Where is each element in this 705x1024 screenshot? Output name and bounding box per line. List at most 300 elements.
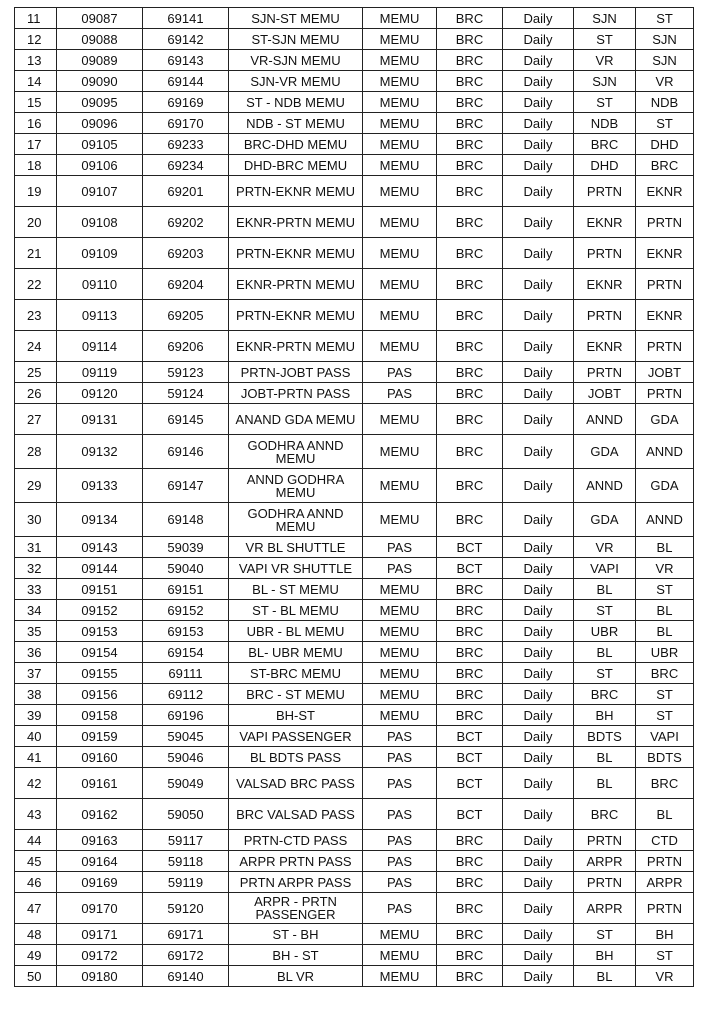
- train-type-cell: PAS: [363, 726, 437, 747]
- old-train-no-cell: 69233: [143, 134, 229, 155]
- from-station-cell: PRTN: [574, 362, 636, 383]
- train-type-cell: MEMU: [363, 924, 437, 945]
- frequency-cell: Daily: [503, 684, 574, 705]
- train-type-cell: MEMU: [363, 705, 437, 726]
- from-station-cell: BH: [574, 705, 636, 726]
- division-cell: BRC: [437, 705, 503, 726]
- sr-no-cell: 37: [15, 663, 57, 684]
- table-row: [15, 537, 694, 558]
- train-type-cell: PAS: [363, 558, 437, 579]
- old-train-no-cell: 69206: [143, 331, 229, 362]
- new-train-no-cell: 09162: [57, 799, 143, 830]
- train-name-cell: EKNR-PRTN MEMU: [229, 207, 363, 238]
- to-station-cell: PRTN: [636, 207, 694, 238]
- from-station-cell: BL: [574, 747, 636, 768]
- sr-no-cell: 50: [15, 966, 57, 987]
- frequency-cell: Daily: [503, 872, 574, 893]
- train-type-cell: MEMU: [363, 238, 437, 269]
- sr-no-cell: 13: [15, 50, 57, 71]
- old-train-no-cell: 69153: [143, 621, 229, 642]
- division-cell: BRC: [437, 383, 503, 404]
- new-train-no-cell: 09153: [57, 621, 143, 642]
- new-train-no-cell: 09113: [57, 300, 143, 331]
- table-row: [15, 71, 694, 92]
- to-station-cell: VR: [636, 966, 694, 987]
- train-type-cell: PAS: [363, 383, 437, 404]
- frequency-cell: Daily: [503, 176, 574, 207]
- from-station-cell: EKNR: [574, 331, 636, 362]
- old-train-no-cell: 69203: [143, 238, 229, 269]
- train-type-cell: MEMU: [363, 269, 437, 300]
- frequency-cell: Daily: [503, 50, 574, 71]
- table-row: [15, 29, 694, 50]
- old-train-no-cell: 69152: [143, 600, 229, 621]
- train-name-cell: JOBT-PRTN PASS: [229, 383, 363, 404]
- from-station-cell: ST: [574, 92, 636, 113]
- from-station-cell: ST: [574, 663, 636, 684]
- frequency-cell: Daily: [503, 924, 574, 945]
- division-cell: BCT: [437, 768, 503, 799]
- to-station-cell: VR: [636, 558, 694, 579]
- table-row: [15, 966, 694, 987]
- from-station-cell: SJN: [574, 8, 636, 29]
- sr-no-cell: 24: [15, 331, 57, 362]
- table-row: [15, 362, 694, 383]
- train-name-cell: UBR - BL MEMU: [229, 621, 363, 642]
- from-station-cell: BRC: [574, 134, 636, 155]
- from-station-cell: BRC: [574, 684, 636, 705]
- division-cell: BRC: [437, 92, 503, 113]
- sr-no-cell: 23: [15, 300, 57, 331]
- table-row: [15, 207, 694, 238]
- to-station-cell: BL: [636, 799, 694, 830]
- train-name-cell: ST - NDB MEMU: [229, 92, 363, 113]
- new-train-no-cell: 09163: [57, 830, 143, 851]
- table-row: [15, 621, 694, 642]
- from-station-cell: PRTN: [574, 176, 636, 207]
- from-station-cell: UBR: [574, 621, 636, 642]
- sr-no-cell: 47: [15, 893, 57, 924]
- table-row: [15, 134, 694, 155]
- old-train-no-cell: 69171: [143, 924, 229, 945]
- new-train-no-cell: 09154: [57, 642, 143, 663]
- new-train-no-cell: 09120: [57, 383, 143, 404]
- division-cell: BRC: [437, 71, 503, 92]
- frequency-cell: Daily: [503, 92, 574, 113]
- table-row: [15, 8, 694, 29]
- division-cell: BRC: [437, 155, 503, 176]
- sr-no-cell: 12: [15, 29, 57, 50]
- division-cell: BRC: [437, 469, 503, 503]
- division-cell: BCT: [437, 726, 503, 747]
- to-station-cell: VAPI: [636, 726, 694, 747]
- old-train-no-cell: 59050: [143, 799, 229, 830]
- from-station-cell: PRTN: [574, 872, 636, 893]
- train-name-cell: NDB - ST MEMU: [229, 113, 363, 134]
- train-name-cell: ARPR - PRTN PASSENGER: [229, 893, 363, 924]
- frequency-cell: Daily: [503, 705, 574, 726]
- train-type-cell: PAS: [363, 747, 437, 768]
- sr-no-cell: 30: [15, 503, 57, 537]
- sr-no-cell: 29: [15, 469, 57, 503]
- new-train-no-cell: 09169: [57, 872, 143, 893]
- division-cell: BRC: [437, 435, 503, 469]
- division-cell: BRC: [437, 893, 503, 924]
- sr-no-cell: 11: [15, 8, 57, 29]
- to-station-cell: BL: [636, 537, 694, 558]
- division-cell: BRC: [437, 924, 503, 945]
- frequency-cell: Daily: [503, 362, 574, 383]
- from-station-cell: JOBT: [574, 383, 636, 404]
- new-train-no-cell: 09156: [57, 684, 143, 705]
- division-cell: BRC: [437, 945, 503, 966]
- new-train-no-cell: 09108: [57, 207, 143, 238]
- sr-no-cell: 14: [15, 71, 57, 92]
- table-row: [15, 726, 694, 747]
- division-cell: BRC: [437, 966, 503, 987]
- train-name-cell: ST - BL MEMU: [229, 600, 363, 621]
- sr-no-cell: 42: [15, 768, 57, 799]
- frequency-cell: Daily: [503, 537, 574, 558]
- train-name-cell: PRTN-CTD PASS: [229, 830, 363, 851]
- to-station-cell: EKNR: [636, 238, 694, 269]
- division-cell: BRC: [437, 50, 503, 71]
- frequency-cell: Daily: [503, 113, 574, 134]
- sr-no-cell: 26: [15, 383, 57, 404]
- new-train-no-cell: 09152: [57, 600, 143, 621]
- from-station-cell: ST: [574, 29, 636, 50]
- sr-no-cell: 22: [15, 269, 57, 300]
- frequency-cell: Daily: [503, 269, 574, 300]
- old-train-no-cell: 59120: [143, 893, 229, 924]
- from-station-cell: ARPR: [574, 851, 636, 872]
- frequency-cell: Daily: [503, 435, 574, 469]
- train-type-cell: PAS: [363, 768, 437, 799]
- frequency-cell: Daily: [503, 726, 574, 747]
- sr-no-cell: 40: [15, 726, 57, 747]
- sr-no-cell: 18: [15, 155, 57, 176]
- to-station-cell: PRTN: [636, 383, 694, 404]
- table-row: [15, 300, 694, 331]
- old-train-no-cell: 69144: [143, 71, 229, 92]
- table-row: [15, 435, 694, 469]
- to-station-cell: ARPR: [636, 872, 694, 893]
- old-train-no-cell: 69234: [143, 155, 229, 176]
- frequency-cell: Daily: [503, 799, 574, 830]
- train-name-cell: EKNR-PRTN MEMU: [229, 269, 363, 300]
- to-station-cell: NDB: [636, 92, 694, 113]
- to-station-cell: BL: [636, 621, 694, 642]
- from-station-cell: EKNR: [574, 207, 636, 238]
- old-train-no-cell: 69143: [143, 50, 229, 71]
- frequency-cell: Daily: [503, 600, 574, 621]
- frequency-cell: Daily: [503, 331, 574, 362]
- division-cell: BRC: [437, 404, 503, 435]
- old-train-no-cell: 69204: [143, 269, 229, 300]
- train-type-cell: PAS: [363, 830, 437, 851]
- train-name-cell: VR BL SHUTTLE: [229, 537, 363, 558]
- train-name-cell: SJN-VR MEMU: [229, 71, 363, 92]
- division-cell: BRC: [437, 300, 503, 331]
- old-train-no-cell: 69169: [143, 92, 229, 113]
- train-type-cell: PAS: [363, 799, 437, 830]
- to-station-cell: BL: [636, 600, 694, 621]
- frequency-cell: Daily: [503, 966, 574, 987]
- train-type-cell: MEMU: [363, 663, 437, 684]
- train-name-cell: PRTN-EKNR MEMU: [229, 300, 363, 331]
- from-station-cell: GDA: [574, 503, 636, 537]
- to-station-cell: EKNR: [636, 176, 694, 207]
- frequency-cell: Daily: [503, 300, 574, 331]
- old-train-no-cell: 69141: [143, 8, 229, 29]
- train-type-cell: MEMU: [363, 621, 437, 642]
- division-cell: BCT: [437, 747, 503, 768]
- frequency-cell: Daily: [503, 642, 574, 663]
- from-station-cell: BDTS: [574, 726, 636, 747]
- from-station-cell: NDB: [574, 113, 636, 134]
- new-train-no-cell: 09090: [57, 71, 143, 92]
- old-train-no-cell: 69111: [143, 663, 229, 684]
- division-cell: BRC: [437, 621, 503, 642]
- division-cell: BRC: [437, 503, 503, 537]
- to-station-cell: CTD: [636, 830, 694, 851]
- from-station-cell: EKNR: [574, 269, 636, 300]
- train-name-cell: BL BDTS PASS: [229, 747, 363, 768]
- train-type-cell: MEMU: [363, 207, 437, 238]
- train-name-cell: GODHRA ANND MEMU: [229, 503, 363, 537]
- old-train-no-cell: 69147: [143, 469, 229, 503]
- table-row: [15, 92, 694, 113]
- division-cell: BRC: [437, 579, 503, 600]
- sr-no-cell: 16: [15, 113, 57, 134]
- division-cell: BCT: [437, 537, 503, 558]
- new-train-no-cell: 09088: [57, 29, 143, 50]
- table-row: [15, 768, 694, 799]
- to-station-cell: PRTN: [636, 851, 694, 872]
- new-train-no-cell: 09132: [57, 435, 143, 469]
- table-row: [15, 50, 694, 71]
- new-train-no-cell: 09155: [57, 663, 143, 684]
- old-train-no-cell: 69148: [143, 503, 229, 537]
- to-station-cell: ST: [636, 945, 694, 966]
- train-type-cell: MEMU: [363, 50, 437, 71]
- new-train-no-cell: 09133: [57, 469, 143, 503]
- train-type-cell: PAS: [363, 872, 437, 893]
- sr-no-cell: 38: [15, 684, 57, 705]
- train-type-cell: MEMU: [363, 155, 437, 176]
- division-cell: BCT: [437, 799, 503, 830]
- train-type-cell: MEMU: [363, 579, 437, 600]
- train-name-cell: BL- UBR MEMU: [229, 642, 363, 663]
- table-row: [15, 747, 694, 768]
- train-name-cell: PRTN-EKNR MEMU: [229, 176, 363, 207]
- frequency-cell: Daily: [503, 747, 574, 768]
- to-station-cell: ST: [636, 113, 694, 134]
- old-train-no-cell: 69170: [143, 113, 229, 134]
- train-name-cell: BRC-DHD MEMU: [229, 134, 363, 155]
- train-type-cell: MEMU: [363, 176, 437, 207]
- to-station-cell: ST: [636, 579, 694, 600]
- sr-no-cell: 15: [15, 92, 57, 113]
- new-train-no-cell: 09105: [57, 134, 143, 155]
- table-row: [15, 872, 694, 893]
- new-train-no-cell: 09171: [57, 924, 143, 945]
- frequency-cell: Daily: [503, 558, 574, 579]
- division-cell: BRC: [437, 684, 503, 705]
- train-type-cell: MEMU: [363, 469, 437, 503]
- frequency-cell: Daily: [503, 207, 574, 238]
- table-row: [15, 830, 694, 851]
- frequency-cell: Daily: [503, 621, 574, 642]
- frequency-cell: Daily: [503, 851, 574, 872]
- new-train-no-cell: 09160: [57, 747, 143, 768]
- new-train-no-cell: 09158: [57, 705, 143, 726]
- frequency-cell: Daily: [503, 155, 574, 176]
- train-type-cell: MEMU: [363, 404, 437, 435]
- train-type-cell: PAS: [363, 851, 437, 872]
- train-name-cell: SJN-ST MEMU: [229, 8, 363, 29]
- to-station-cell: ST: [636, 705, 694, 726]
- train-type-cell: MEMU: [363, 966, 437, 987]
- new-train-no-cell: 09107: [57, 176, 143, 207]
- table-row: [15, 642, 694, 663]
- sr-no-cell: 17: [15, 134, 57, 155]
- train-name-cell: ARPR PRTN PASS: [229, 851, 363, 872]
- train-name-cell: BH-ST: [229, 705, 363, 726]
- table-row: [15, 579, 694, 600]
- frequency-cell: Daily: [503, 238, 574, 269]
- train-name-cell: ST - BH: [229, 924, 363, 945]
- table-row: [15, 684, 694, 705]
- new-train-no-cell: 09110: [57, 269, 143, 300]
- table-row: [15, 893, 694, 924]
- to-station-cell: ANND: [636, 503, 694, 537]
- old-train-no-cell: 59049: [143, 768, 229, 799]
- division-cell: BRC: [437, 113, 503, 134]
- frequency-cell: Daily: [503, 579, 574, 600]
- old-train-no-cell: 59119: [143, 872, 229, 893]
- old-train-no-cell: 69154: [143, 642, 229, 663]
- from-station-cell: PRTN: [574, 300, 636, 331]
- sr-no-cell: 31: [15, 537, 57, 558]
- train-type-cell: MEMU: [363, 642, 437, 663]
- to-station-cell: ANND: [636, 435, 694, 469]
- division-cell: BRC: [437, 600, 503, 621]
- frequency-cell: Daily: [503, 945, 574, 966]
- train-name-cell: VALSAD BRC PASS: [229, 768, 363, 799]
- old-train-no-cell: 69142: [143, 29, 229, 50]
- new-train-no-cell: 09087: [57, 8, 143, 29]
- division-cell: BRC: [437, 134, 503, 155]
- new-train-no-cell: 09089: [57, 50, 143, 71]
- frequency-cell: Daily: [503, 768, 574, 799]
- to-station-cell: UBR: [636, 642, 694, 663]
- train-name-cell: BL - ST MEMU: [229, 579, 363, 600]
- old-train-no-cell: 59046: [143, 747, 229, 768]
- from-station-cell: ST: [574, 600, 636, 621]
- train-name-cell: BRC - ST MEMU: [229, 684, 363, 705]
- old-train-no-cell: 59040: [143, 558, 229, 579]
- train-name-cell: ANAND GDA MEMU: [229, 404, 363, 435]
- old-train-no-cell: 59118: [143, 851, 229, 872]
- from-station-cell: ARPR: [574, 893, 636, 924]
- train-type-cell: MEMU: [363, 134, 437, 155]
- old-train-no-cell: 69151: [143, 579, 229, 600]
- train-name-cell: EKNR-PRTN MEMU: [229, 331, 363, 362]
- new-train-no-cell: 09144: [57, 558, 143, 579]
- table-row: [15, 176, 694, 207]
- to-station-cell: PRTN: [636, 331, 694, 362]
- old-train-no-cell: 59045: [143, 726, 229, 747]
- new-train-no-cell: 09180: [57, 966, 143, 987]
- table-row: [15, 155, 694, 176]
- train-type-cell: MEMU: [363, 113, 437, 134]
- division-cell: BRC: [437, 872, 503, 893]
- new-train-no-cell: 09151: [57, 579, 143, 600]
- sr-no-cell: 43: [15, 799, 57, 830]
- old-train-no-cell: 59123: [143, 362, 229, 383]
- new-train-no-cell: 09134: [57, 503, 143, 537]
- train-type-cell: MEMU: [363, 331, 437, 362]
- train-type-cell: MEMU: [363, 29, 437, 50]
- to-station-cell: SJN: [636, 29, 694, 50]
- table-row: [15, 851, 694, 872]
- frequency-cell: Daily: [503, 383, 574, 404]
- division-cell: BRC: [437, 238, 503, 269]
- old-train-no-cell: 69145: [143, 404, 229, 435]
- train-type-cell: MEMU: [363, 503, 437, 537]
- new-train-no-cell: 09109: [57, 238, 143, 269]
- frequency-cell: Daily: [503, 893, 574, 924]
- to-station-cell: EKNR: [636, 300, 694, 331]
- sr-no-cell: 19: [15, 176, 57, 207]
- to-station-cell: BH: [636, 924, 694, 945]
- new-train-no-cell: 09096: [57, 113, 143, 134]
- table-row: [15, 503, 694, 537]
- train-type-cell: MEMU: [363, 945, 437, 966]
- table-body: [15, 8, 694, 987]
- to-station-cell: GDA: [636, 469, 694, 503]
- from-station-cell: DHD: [574, 155, 636, 176]
- new-train-no-cell: 09170: [57, 893, 143, 924]
- frequency-cell: Daily: [503, 8, 574, 29]
- sr-no-cell: 27: [15, 404, 57, 435]
- sr-no-cell: 36: [15, 642, 57, 663]
- from-station-cell: VR: [574, 50, 636, 71]
- sr-no-cell: 21: [15, 238, 57, 269]
- to-station-cell: PRTN: [636, 269, 694, 300]
- to-station-cell: PRTN: [636, 893, 694, 924]
- to-station-cell: BRC: [636, 663, 694, 684]
- old-train-no-cell: 69172: [143, 945, 229, 966]
- from-station-cell: BL: [574, 579, 636, 600]
- train-name-cell: ST-SJN MEMU: [229, 29, 363, 50]
- sr-no-cell: 48: [15, 924, 57, 945]
- table-row: [15, 404, 694, 435]
- table-row: [15, 663, 694, 684]
- division-cell: BRC: [437, 176, 503, 207]
- sr-no-cell: 34: [15, 600, 57, 621]
- new-train-no-cell: 09143: [57, 537, 143, 558]
- new-train-no-cell: 09119: [57, 362, 143, 383]
- from-station-cell: VR: [574, 537, 636, 558]
- from-station-cell: BH: [574, 945, 636, 966]
- to-station-cell: BRC: [636, 155, 694, 176]
- division-cell: BRC: [437, 642, 503, 663]
- old-train-no-cell: 69205: [143, 300, 229, 331]
- from-station-cell: PRTN: [574, 830, 636, 851]
- new-train-no-cell: 09106: [57, 155, 143, 176]
